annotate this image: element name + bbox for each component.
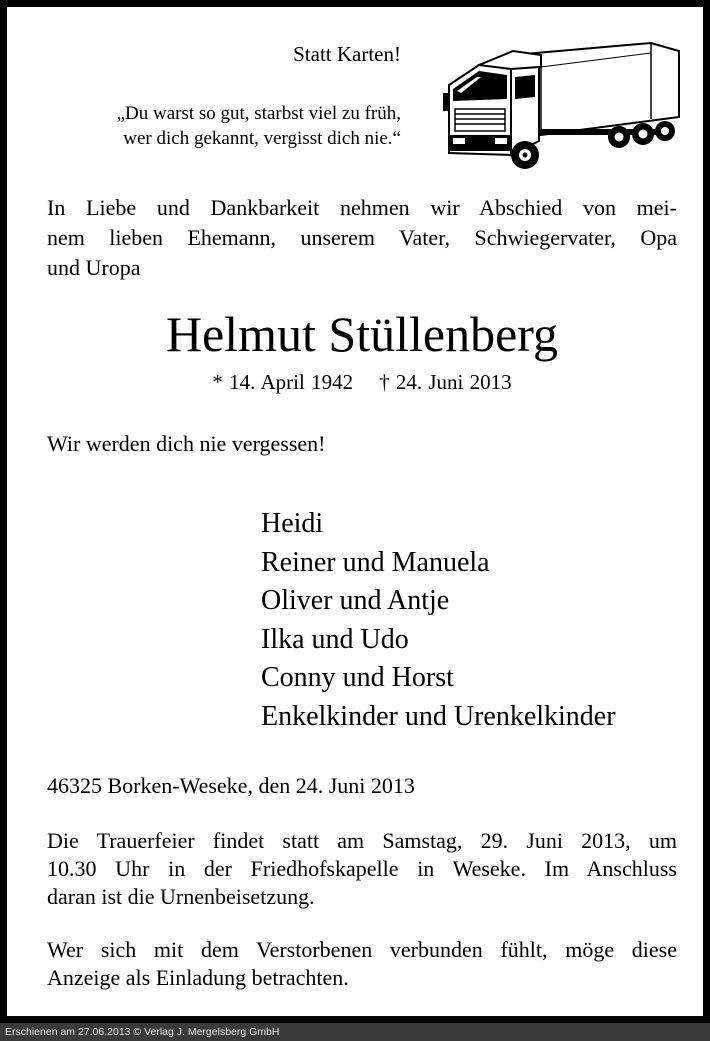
intro-line: nem lieben Ehemann, unserem Vater, Schwiegervater, Opa bbox=[47, 225, 677, 250]
intro-text bbox=[47, 193, 677, 283]
ceremony-text bbox=[47, 827, 677, 911]
family-member: Ilka und Udo bbox=[261, 623, 409, 655]
quote-line: wer dich gekannt, vergisst dich nie.“ bbox=[123, 128, 401, 149]
invitation-line: Anzeige als Einladung betrachten. bbox=[47, 965, 349, 990]
family-member: Heidi bbox=[261, 508, 324, 539]
family-member: Conny und Horst bbox=[261, 662, 454, 694]
quote bbox=[27, 101, 401, 151]
place-date: 46325 Borken-Weseke, den 24. Juni 2013 bbox=[47, 773, 415, 798]
family-member: Reiner und Manuela bbox=[261, 546, 490, 578]
ceremony-line: 10.30 Uhr in der Friedhofskapelle in Weseke. Im Anschluss bbox=[47, 856, 677, 881]
quote-line: „Du warst so gut, starbst viel zu früh, bbox=[116, 103, 401, 124]
ceremony-line: daran ist die Urnenbeisetzung. bbox=[47, 884, 315, 909]
intro-line: und Uropa bbox=[47, 255, 141, 280]
intro-line: In Liebe und Dankbarkeit nehmen wir Abschied von mei- bbox=[47, 195, 677, 220]
invitation-text bbox=[47, 936, 677, 992]
birth-date: * 14. April 1942 bbox=[212, 370, 354, 394]
publication-footer: Erschienen am 27.06.2013 © Verlag J. Mergelsberg GmbH bbox=[0, 1023, 710, 1041]
death-date: † 24. Juni 2013 bbox=[379, 370, 512, 394]
family-list bbox=[261, 505, 616, 737]
family-member: Enkelkinder und Urenkelkinder bbox=[261, 700, 616, 732]
ceremony-line: Die Trauerfeier findet statt am Samstag, 29. Juni 2013, um bbox=[47, 828, 677, 853]
life-dates bbox=[7, 367, 710, 397]
statt-karten-text: Statt Karten! bbox=[293, 42, 401, 66]
invitation-line: Wer sich mit dem Verstorbenen verbunden fühlt, möge diese bbox=[47, 937, 677, 962]
message-text: Wir werden dich nie vergessen! bbox=[47, 431, 326, 456]
deceased-name: Helmut Stüllenberg bbox=[165, 306, 559, 362]
family-member: Oliver und Antje bbox=[261, 585, 450, 617]
truck-icon bbox=[441, 37, 681, 172]
